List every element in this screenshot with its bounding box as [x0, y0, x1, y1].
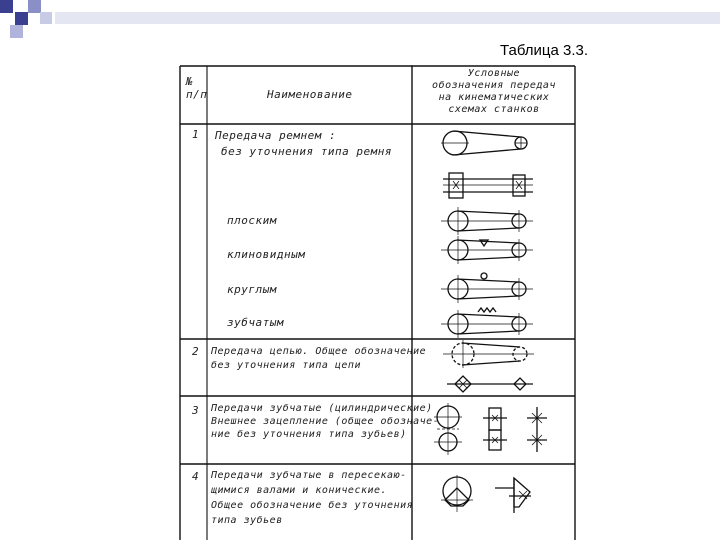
row1-number: 1 [192, 128, 200, 141]
toothed-belt-symbol [441, 308, 533, 338]
row4-text-line: типа зубьев [211, 515, 283, 526]
header-name: Наименование [267, 88, 353, 101]
belt-side-view-symbol [443, 173, 533, 198]
header-num-sign: № [186, 75, 194, 88]
row1-item-round: круглым [227, 283, 277, 296]
flat-belt-symbol [441, 207, 533, 235]
row3-text [211, 402, 439, 441]
row2-number: 2 [192, 345, 200, 358]
row4-text-line: щимися валами и конические. [211, 485, 388, 496]
row1-title-line: без уточнения типа ремня [221, 145, 392, 158]
chain-drive-side-symbol [447, 376, 533, 392]
header-symbols-line: Условные [467, 68, 521, 79]
row1-title [215, 128, 392, 160]
belt-general-symbol [441, 131, 527, 155]
row1-item-toothed: зубчатым [227, 316, 284, 329]
row2-text-line: Передача цепью. Общее обозначение [211, 346, 427, 357]
row4-text-line: Общее обозначение без уточнения [211, 500, 414, 511]
row1-item-v: клиновидным [227, 248, 306, 261]
header-symbols-line: обозначения передач [432, 80, 556, 91]
row3-text-line: Передачи зубчатые (цилиндрические) [211, 403, 433, 414]
row1-item-flat: плоским [227, 214, 277, 227]
header-symbols-line: на кинематических [438, 92, 550, 103]
chain-drive-symbol [443, 340, 534, 368]
row2-text-line: без уточнения типа цепи [211, 360, 361, 371]
row1-title-line: Передача ремнем : [215, 129, 337, 142]
bevel-gear-symbol [441, 475, 473, 512]
table-caption: Таблица 3.3. [500, 42, 589, 59]
row3-number: 3 [192, 404, 200, 417]
round-belt-symbol [441, 273, 533, 303]
row4-number: 4 [192, 470, 200, 483]
row3-text-line: Внешнее зацепление (общее обозначе- [211, 416, 440, 427]
header-num-pp: п/п [186, 88, 208, 101]
row4-text-line: Передачи зубчатые в пересекаю- [211, 470, 407, 481]
header-symbols-line: схемах станков [448, 104, 540, 115]
bevel-gear-side-symbol [495, 478, 531, 513]
spur-gear-line-symbol [527, 407, 547, 452]
spur-gear-side-symbol [483, 408, 507, 450]
row3-text-line: ние без уточнения типа зубьев) [211, 429, 407, 440]
row2-text [211, 345, 426, 373]
header-num [186, 75, 207, 101]
v-belt-symbol [441, 236, 533, 264]
row4-text [211, 468, 413, 528]
header-symbols [416, 68, 572, 116]
